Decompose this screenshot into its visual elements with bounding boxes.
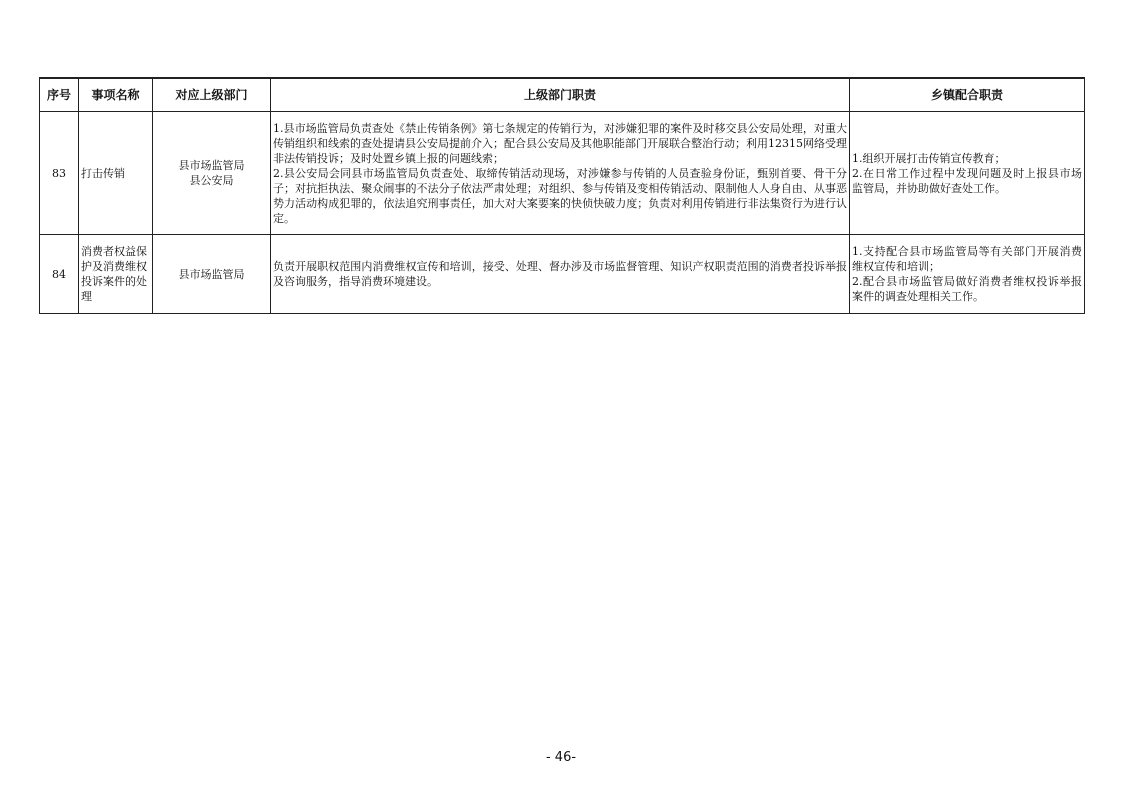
header-township-duties: 乡镇配合职责 [850, 78, 1085, 112]
duty-paragraph: 2.配合县市场监管局做好消费者维权投诉举报案件的调查处理相关工作。 [852, 275, 1082, 303]
row-index: 84 [40, 235, 79, 314]
header-index: 序号 [40, 78, 79, 112]
dept-line: 县市场监管局 [178, 159, 245, 172]
row-superior-dept [153, 112, 271, 235]
table-header-row [40, 78, 1085, 112]
header-item-name: 事项名称 [79, 78, 153, 112]
duty-paragraph: 2.县公安局会同县市场监管局负责查处、取缔传销活动现场，对涉嫌参与传销的人员查验身份证，甄别首要、骨干分子；对抗拒执法、聚众闹事的不法分子依法严肃处理；对组织、参与传销及变相传销活动、限制他人人身自由、从事恶势力活动构成犯罪的，依法追究刑事责任，加大对大案要案的快侦快破力度；负责对利用传销进行非法集资行为进行认定。 [273, 166, 847, 225]
duty-paragraph: 1.县市场监管局负责查处《禁止传销条例》第七条规定的传销行为，对涉嫌犯罪的案件及时移交县公安局处理，对重大传销组织和线索的查处提请县公安局提前介入；配合县公安局及其他职能部门开展联合整治行动；利用12315网络受理非法传销投诉；及时处置乡镇上报的问题线索； [273, 121, 847, 165]
row-township-duties [850, 112, 1085, 235]
row-superior-duties [271, 235, 850, 314]
row-superior-duties [271, 112, 850, 235]
dept-line: 县公安局 [189, 174, 234, 187]
page-number: - 46- [545, 750, 577, 765]
table-row [40, 235, 1085, 314]
dept-line: 县市场监管局 [178, 267, 245, 281]
duty-paragraph: 负责开展职权范围内消费维权宣传和培训，接受、处理、督办涉及市场监督管理、知识产权职责范围的消费者投诉举报及咨询服务，指导消费环境建设。 [273, 260, 847, 288]
row-item-name: 打击传销 [79, 112, 153, 235]
duty-paragraph: 1.组织开展打击传销宣传教育； [852, 151, 1006, 165]
table-row [40, 112, 1085, 235]
row-item-name: 消费者权益保护及消费维权投诉案件的处理 [79, 235, 153, 314]
row-index: 83 [40, 112, 79, 235]
duty-paragraph: 1.支持配合县市场监管局等有关部门开展消费维权宣传和培训； [852, 245, 1082, 273]
header-superior-dept: 对应上级部门 [153, 78, 271, 112]
row-township-duties [850, 235, 1085, 314]
row-superior-dept [153, 235, 271, 314]
responsibility-table [39, 77, 1085, 314]
header-superior-duties: 上级部门职责 [271, 78, 850, 112]
duty-paragraph: 2.在日常工作过程中发现问题及时上报县市场监管局，并协助做好查处工作。 [852, 166, 1082, 195]
